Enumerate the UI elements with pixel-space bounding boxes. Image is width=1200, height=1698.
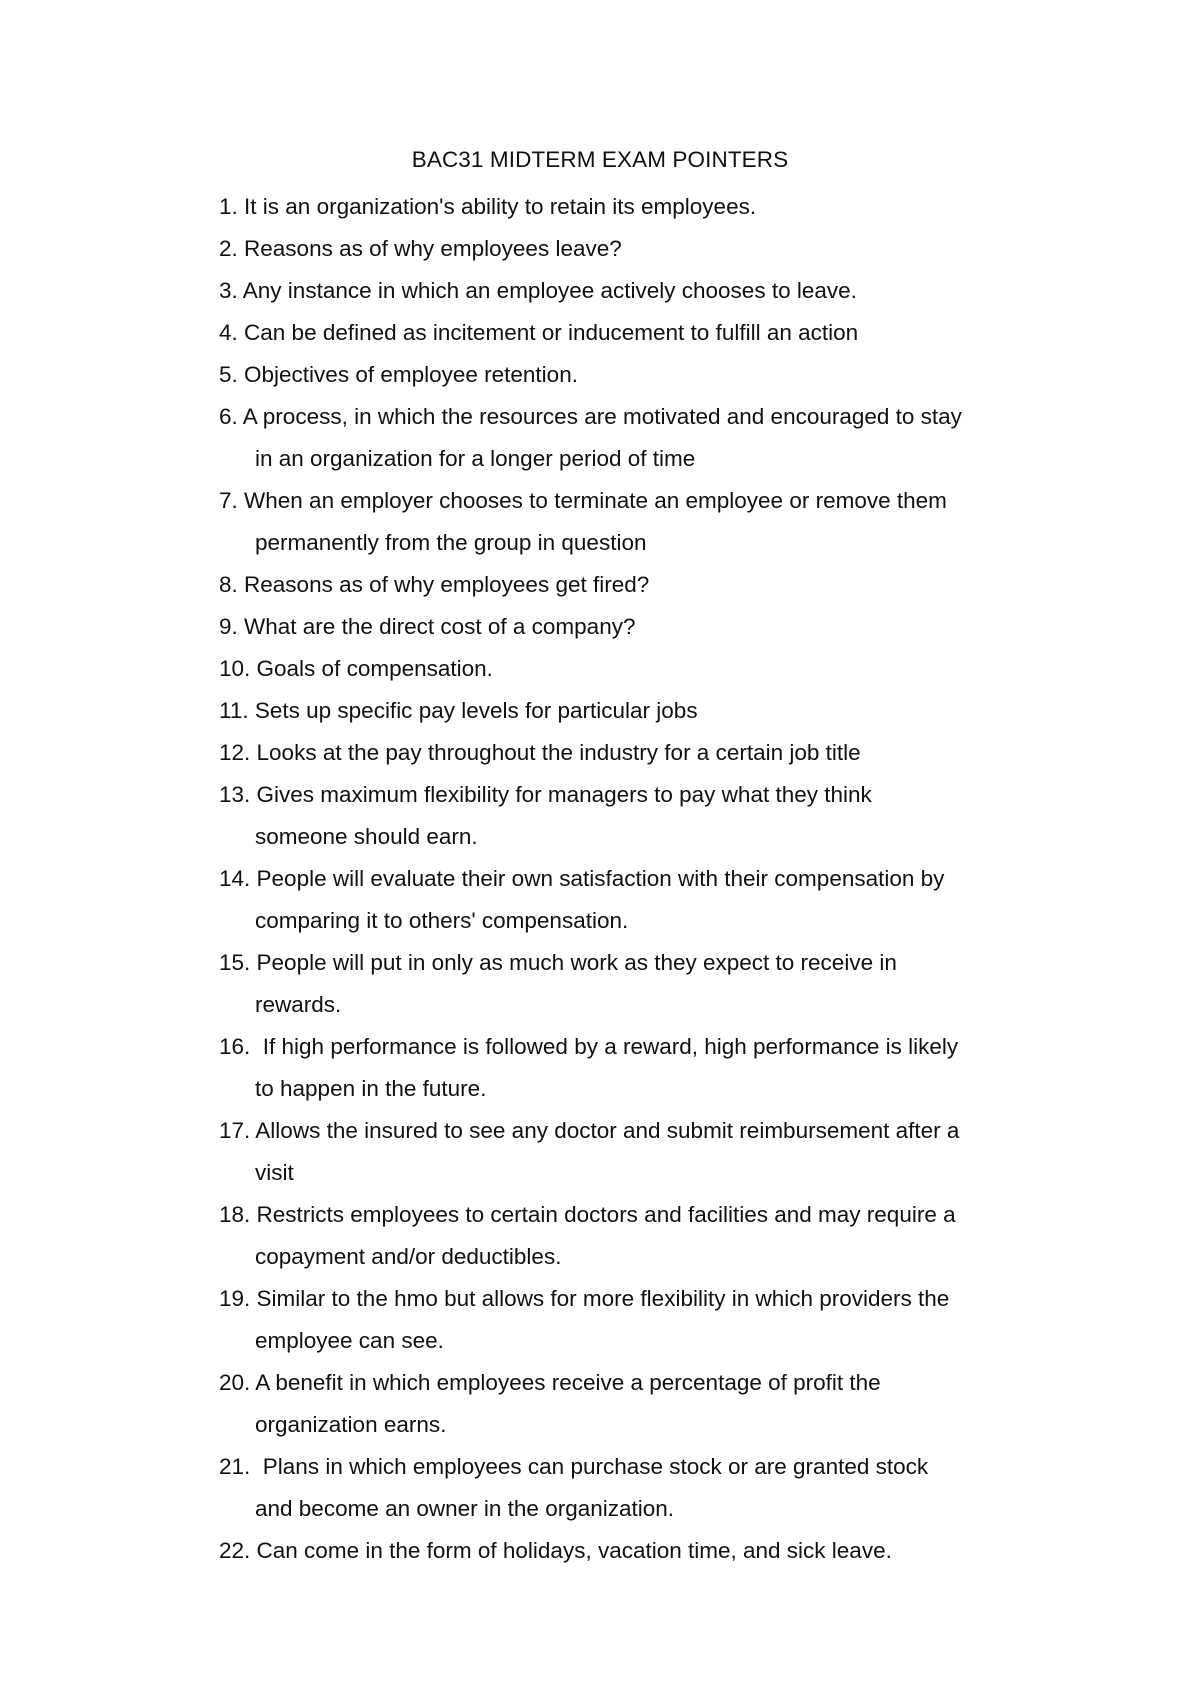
question-line [219,270,1039,312]
question-item [219,270,1039,312]
question-text: Reasons as of why employees get fired? [244,572,650,597]
question-line [219,1278,1039,1320]
question-text: Gives maximum flexibility for managers to pay what they think [256,782,872,807]
question-item [219,606,1039,648]
question-text: A process, in which the resources are motivated and encouraged to stay [242,404,962,429]
question-line [219,606,1039,648]
question-text: If high performance is followed by a reward, high performance is likely [262,1034,959,1059]
question-continuation: someone should earn. [255,824,478,849]
question-item [219,774,1039,858]
question-text: Any instance in which an employee actively chooses to leave. [242,278,857,303]
question-text: Similar to the hmo but allows for more flexibility in which providers the [256,1286,950,1311]
question-number: 10. [219,656,257,681]
question-line [219,228,1039,270]
question-item [219,480,1039,564]
question-number: 12. [219,740,257,765]
question-item [219,1530,1039,1572]
question-list [219,186,1039,1572]
question-text: Allows the insured to see any doctor and submit reimbursement after a [255,1118,960,1143]
question-number: 20. [219,1370,256,1395]
question-item [219,396,1039,480]
question-number: 8. [219,572,245,597]
question-text: People will put in only as much work as they expect to receive in [256,950,897,975]
question-line [219,1362,1039,1404]
question-line [219,312,1039,354]
question-text: It is an organization's ability to retain its employees. [244,194,757,219]
question-line [219,690,1039,732]
question-line [219,774,1039,816]
question-continuation: in an organization for a longer period of time [255,446,696,471]
question-number: 7. [219,488,245,513]
question-line [219,1026,1039,1068]
question-item [219,228,1039,270]
question-continuation: copayment and/or deductibles. [255,1244,562,1269]
question-number: 1. [219,194,245,219]
question-number: 14. [219,866,257,891]
question-number: 19. [219,1286,257,1311]
question-number: 21. [219,1454,263,1479]
question-number: 3. [219,278,243,303]
question-line [219,942,1039,984]
question-item [219,312,1039,354]
question-text: Can come in the form of holidays, vacation time, and sick leave. [256,1538,892,1563]
question-line [219,186,1039,228]
question-line [219,480,1039,522]
question-continuation: permanently from the group in question [255,530,647,555]
question-text: Looks at the pay throughout the industry for a certain job title [256,740,861,765]
question-item [219,1362,1039,1446]
question-item [219,186,1039,228]
question-continuation: visit [255,1160,294,1185]
question-item [219,858,1039,942]
document-title: BAC31 MIDTERM EXAM POINTERS [411,147,789,172]
question-line [219,858,1039,900]
question-item [219,564,1039,606]
question-line [219,648,1039,690]
question-item [219,648,1039,690]
question-text: Sets up specific pay levels for particular jobs [254,698,698,723]
question-line [219,564,1039,606]
question-item [219,354,1039,396]
question-number: 6. [219,404,243,429]
question-number: 16. [219,1034,263,1059]
question-text: Objectives of employee retention. [244,362,578,387]
question-number: 17. [219,1118,256,1143]
question-number: 11. [219,698,255,723]
question-item [219,1446,1039,1530]
question-text: Can be defined as incitement or inducement to fulfill an action [244,320,859,345]
question-item [219,1194,1039,1278]
question-line [219,1110,1039,1152]
question-continuation: employee can see. [255,1328,444,1353]
question-line [219,396,1039,438]
question-number: 9. [219,614,245,639]
question-continuation: organization earns. [255,1412,447,1437]
question-text: Reasons as of why employees leave? [244,236,622,261]
question-number: 15. [219,950,257,975]
question-line [219,354,1039,396]
question-text: Restricts employees to certain doctors and facilities and may require a [256,1202,956,1227]
question-line [219,1446,1039,1488]
question-item [219,1110,1039,1194]
question-continuation: and become an owner in the organization. [255,1496,675,1521]
question-number: 2. [219,236,245,261]
question-number: 5. [219,362,245,387]
question-item [219,690,1039,732]
question-item [219,1026,1039,1110]
question-text: A benefit in which employees receive a percentage of profit the [255,1370,881,1395]
question-item [219,942,1039,1026]
question-number: 18. [219,1202,257,1227]
question-line [219,1530,1039,1572]
question-item [219,1278,1039,1362]
question-number: 22. [219,1538,257,1563]
question-number: 4. [219,320,245,345]
question-continuation: to happen in the future. [255,1076,487,1101]
question-line [219,1194,1039,1236]
question-text: What are the direct cost of a company? [244,614,636,639]
question-item [219,732,1039,774]
question-continuation: comparing it to others' compensation. [255,908,629,933]
question-text: Plans in which employees can purchase stock or are granted stock [262,1454,929,1479]
question-line [219,732,1039,774]
question-text: When an employer chooses to terminate an employee or remove them [244,488,947,513]
question-continuation: rewards. [255,992,342,1017]
question-number: 13. [219,782,257,807]
question-text: People will evaluate their own satisfaction with their compensation by [256,866,945,891]
question-text: Goals of compensation. [256,656,493,681]
